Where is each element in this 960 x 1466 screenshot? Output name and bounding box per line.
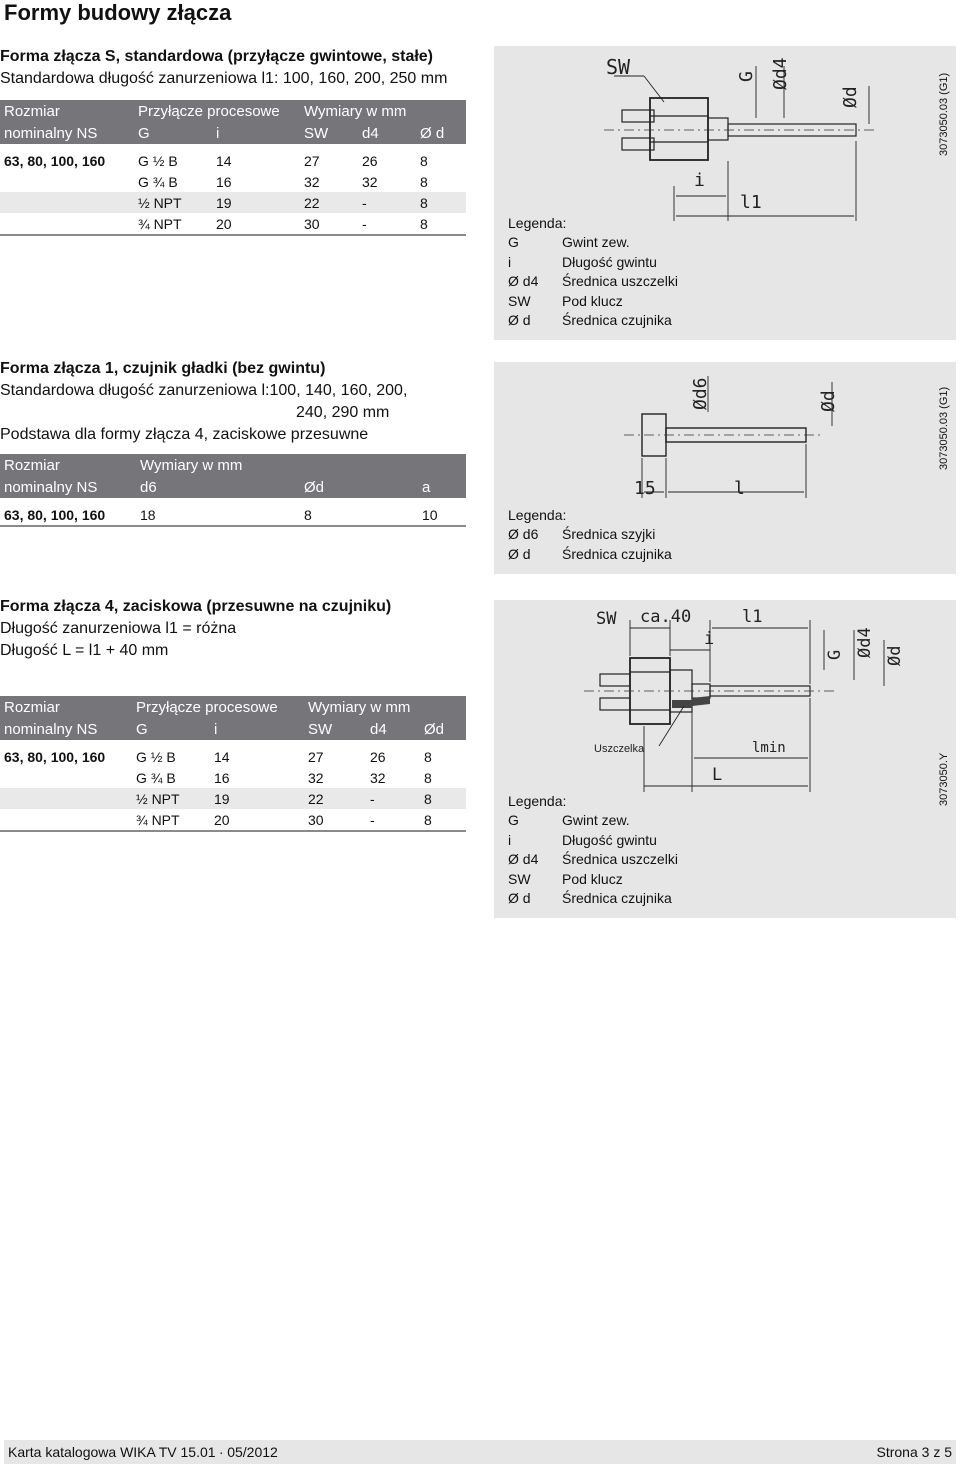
table-cell: 32 [304, 173, 320, 190]
table-cell [0, 809, 132, 831]
section-s-drawing-panel [494, 46, 956, 340]
label-uszczelka: Uszczelka [594, 743, 645, 755]
table-cell: 16 [216, 173, 232, 190]
table-cell [0, 767, 132, 788]
table-cell: - [366, 788, 420, 809]
label-l-total: L [712, 765, 723, 785]
table-cell: 8 [424, 748, 432, 765]
label-l: l [734, 478, 745, 499]
section-1-legend [508, 506, 672, 564]
label-d4: Ød4 [770, 57, 791, 90]
header-cell: SW [304, 718, 366, 740]
section-s-subtitle: Standardowa długość zanurzeniowa l1: 100, 160, 200, 250 mm [0, 70, 448, 87]
legend-item: i Długość gwintu [508, 831, 657, 848]
header-cell: nominalny NS [0, 122, 134, 144]
table-cell: ½ NPT [134, 192, 212, 213]
table-header-row [0, 718, 466, 740]
legend-item: Ø d Średnica czujnika [508, 545, 672, 562]
footer-page-number: Strona 3 z 5 [876, 1444, 952, 1460]
legend-item: SW Pod klucz [508, 870, 623, 887]
section-4-subtitle-length: Długość L = l1 + 40 mm [0, 642, 169, 659]
header-cell: G [132, 718, 210, 740]
table-row [0, 809, 466, 831]
label-sw: SW [606, 55, 631, 79]
section-s-legend [508, 214, 678, 330]
table-cell: G ½ B [136, 748, 176, 765]
legend-title: Legenda: [508, 507, 567, 523]
section-1-title: Forma złącza 1, czujnik gładki (bez gwintu) [0, 360, 326, 377]
table-header-row [0, 454, 466, 476]
table-cell: G ¾ B [136, 769, 176, 786]
table-cell: 20 [212, 213, 300, 235]
table-cell: 27 [304, 152, 320, 169]
legend-item: Ø d4 Średnica uszczelki [508, 273, 678, 290]
section-4-drawing-panel [494, 600, 956, 918]
table-cell: 8 [424, 769, 432, 786]
table-cell: 19 [212, 192, 300, 213]
table-cell: 63, 80, 100, 160 [4, 748, 106, 765]
label-g: G [736, 71, 757, 82]
header-cell: Wymiary w mm [136, 454, 466, 476]
drawing-code: 3073050.Y [938, 752, 950, 806]
table-header-row [0, 476, 466, 498]
legend-item: G Gwint zew. [508, 812, 630, 829]
table-row [0, 192, 466, 213]
header-cell: d6 [136, 476, 300, 498]
table-cell: 26 [362, 152, 378, 169]
table-cell: ¾ NPT [134, 213, 212, 235]
legend-item: SW Pod klucz [508, 292, 623, 309]
header-cell: d4 [358, 122, 416, 144]
legend-item: Ø d Średnica czujnika [508, 890, 672, 907]
table-cell: 19 [210, 788, 304, 809]
label-d4: Ød4 [855, 627, 875, 658]
header-cell: d4 [366, 718, 420, 740]
section-s-table [0, 100, 466, 236]
label-i: i [694, 170, 705, 191]
drawing-code: 3073050.03 (G1) [938, 72, 950, 156]
header-cell: i [210, 718, 304, 740]
table-row [0, 213, 466, 235]
label-d: Ød [840, 86, 861, 108]
table-cell: 32 [308, 769, 324, 786]
section-1-table [0, 454, 466, 527]
table-cell: - [366, 809, 420, 831]
section-4-legend [508, 792, 678, 908]
table-cell: 27 [308, 748, 324, 765]
label-l1: l1 [742, 607, 763, 627]
table-cell: 16 [214, 769, 230, 786]
table-header-row [0, 122, 466, 144]
label-i: i [704, 629, 715, 649]
table-cell: 32 [370, 769, 386, 786]
section-1-header [0, 358, 476, 446]
section-4-header [0, 596, 476, 662]
table-cell: 30 [300, 213, 358, 235]
table-cell: G ½ B [138, 152, 178, 169]
table-row [0, 150, 466, 171]
header-cell: Rozmiar [0, 100, 134, 122]
header-cell: i [212, 122, 300, 144]
header-cell: Wymiary w mm [304, 696, 466, 718]
label-d: Ød [885, 645, 905, 666]
table-row [0, 788, 466, 809]
section-1-subtitle-base: Podstawa dla formy złącza 4, zaciskowe przesuwne [0, 426, 369, 443]
table-row [0, 171, 466, 192]
table-cell: ½ NPT [132, 788, 210, 809]
label-l1: l1 [740, 192, 762, 213]
label-15: 15 [634, 478, 656, 499]
table-cell: G ¾ B [138, 173, 178, 190]
section-4-title: Forma złącza 4, zaciskowa (przesuwne na czujniku) [0, 598, 392, 615]
table-cell: 63, 80, 100, 160 [4, 152, 106, 169]
drawing-code: 3073050.03 (G1) [938, 386, 950, 470]
label-g: G [825, 649, 845, 660]
table-header-row [0, 100, 466, 122]
table-cell: 14 [214, 748, 230, 765]
section-1-subtitle: Standardowa długość zanurzeniowa l:100, 140, 160, 200, [0, 382, 408, 399]
footer-doc-ref: Karta katalogowa WIKA TV 15.01 ∙ 05/2012 [8, 1444, 278, 1460]
header-cell: Ød [420, 718, 466, 740]
legend-item: Ø d Średnica czujnika [508, 312, 672, 329]
table-cell [0, 213, 134, 235]
table-cell: ¾ NPT [132, 809, 210, 831]
label-d: Ød [818, 390, 839, 412]
table-row [0, 504, 466, 526]
header-cell: nominalny NS [0, 476, 136, 498]
table-cell [0, 788, 132, 809]
table-cell: 8 [420, 152, 428, 169]
legend-title: Legenda: [508, 215, 567, 231]
table-cell: 14 [216, 152, 232, 169]
label-lmin: lmin [752, 740, 786, 756]
table-cell: 30 [304, 809, 366, 831]
table-cell: 18 [136, 504, 300, 526]
header-cell: Ø d [416, 122, 466, 144]
table-cell: - [358, 213, 416, 235]
legend-item: i Długość gwintu [508, 253, 657, 270]
header-cell: Przyłącze procesowe [132, 696, 304, 718]
table-cell: 63, 80, 100, 160 [0, 504, 136, 526]
section-s-title: Forma złącza S, standardowa (przyłącze gwintowe, stałe) [0, 48, 434, 65]
table-cell: 32 [362, 173, 378, 190]
header-cell: SW [300, 122, 358, 144]
section-1-subtitle-cont: 240, 290 mm [296, 404, 390, 421]
legend-item: Ø d6 Średnica szyjki [508, 526, 656, 543]
header-cell: Przyłącze procesowe [134, 100, 300, 122]
table-cell: 22 [300, 192, 358, 213]
table-header-row [0, 696, 466, 718]
table-cell: 22 [304, 788, 366, 809]
table-cell: 10 [418, 504, 466, 526]
section-4-subtitle: Długość zanurzeniowa l1 = różna [0, 620, 237, 637]
header-cell: G [134, 122, 212, 144]
table-cell: 8 [420, 809, 466, 831]
table-cell [0, 171, 134, 192]
header-cell: Rozmiar [0, 454, 136, 476]
header-cell: a [418, 476, 466, 498]
header-cell: Ød [300, 476, 418, 498]
table-cell [0, 192, 134, 213]
table-cell: - [358, 192, 416, 213]
table-cell: 8 [420, 788, 466, 809]
page-footer [4, 1440, 956, 1464]
table-cell: 8 [416, 213, 466, 235]
page-title: Formy budowy złącza [4, 0, 232, 25]
header-cell: Rozmiar [0, 696, 132, 718]
legend-item: G Gwint zew. [508, 234, 630, 251]
legend-item: Ø d4 Średnica uszczelki [508, 851, 678, 868]
legend-title: Legenda: [508, 793, 567, 809]
table-cell: 8 [420, 173, 428, 190]
table-cell: 26 [370, 748, 386, 765]
table-cell: 8 [416, 192, 466, 213]
table-row [0, 767, 466, 788]
table-cell: 8 [300, 504, 418, 526]
section-s-header [0, 46, 476, 90]
table-row [0, 746, 466, 767]
section-4-table [0, 696, 466, 832]
header-cell: nominalny NS [0, 718, 132, 740]
table-cell: 20 [210, 809, 304, 831]
section-1-drawing-panel [494, 362, 956, 574]
label-d6: Ød6 [690, 377, 711, 410]
label-sw: SW [596, 609, 617, 629]
header-cell: Wymiary w mm [300, 100, 466, 122]
label-ca40: ca.40 [640, 607, 692, 627]
